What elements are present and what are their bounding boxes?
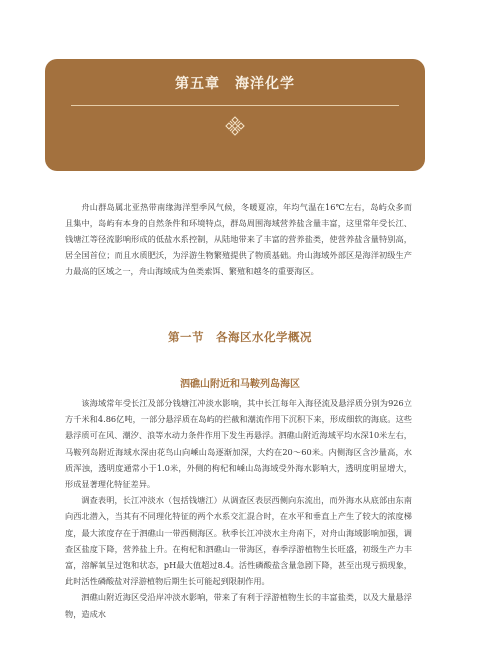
ornament-icon <box>225 116 245 136</box>
section-title: 第一节 各海区水化学概况 <box>168 330 312 344</box>
chapter-banner <box>45 59 425 171</box>
intro-paragraph: 舟山群岛属北亚热带南缘海洋型季风气候，冬暖夏凉，年均气温在16℃左右，岛屿众多而且集中，岛屿有本身的自然条件和环境特点，群岛周围海域营养盐含量丰富，这里常年受长江、钱塘江等径流影响形成的低盐水系控制，从陆地带来了丰富的营养盐类，使营养盐含量特别高，居全国首位；而且水质肥沃，为浮游生物繁殖提供了物质基础。舟山海域外部区是海洋初级生产力最高的区域之一，舟山海域成为鱼类索饵、繁殖和越冬的重要海区。 <box>65 202 412 276</box>
chapter-title: 第五章 海洋化学 <box>175 76 295 92</box>
paragraph: 调查表明，长江冲淡水（包括钱塘江）从调查区表层西侧向东流出，而外海水从底部由东南向西北潜入，当其有不同理化特征的两个水系交汇混合时，在水平和垂直上产生了较大的浓度梯度，最大浓度存在于泗礁山一带西侧海区。秋季长江冲淡水主舟南下，对舟山海域影响加强，调查区盐度下降，营养盐上升。在枸杞和泗礁山一带海区，春季浮游植物生长旺盛，初级生产力丰富，溶解氧呈过饱和状态，pH最大值超过8.4。活性磷酸盐含量急剧下降，甚至出现亏损现象，此时活性磷酸盐对浮游植物后期生长可能起到限制作用。 <box>65 495 412 587</box>
paragraph: 该海域常年受长江及部分钱塘江冲淡水影响，其中长江每年入海径流及悬浮质分别为926立方千米和4.86亿吨，一部分悬浮质在岛屿的拦截和潮流作用下沉积下来，形成细软的海底。这些悬浮质可在风、潮汐、浪等水动力条件作用下发生再悬浮。泗礁山附近海域平均水深10米左右，马鞍列岛附近海域水深由花鸟山向嵊山岛逐渐加深，大约在20～60米。内侧海区含沙量高，水质浑浊，透明度通常小于1.0米，外侧的枸杞和嵊山岛海域受外海水影响大，透明度明显增大，形成显著理化特征差异。 <box>65 398 412 490</box>
body-text <box>65 395 412 622</box>
paragraph: 泗礁山附近海区受沿岸冲淡水影响，带来了有利于浮游植物生长的丰富盐类，以及大量悬浮物，造成水 <box>65 592 412 619</box>
banner-divider <box>71 105 399 106</box>
subsection-title: 泗礁山附近和马鞍列岛海区 <box>180 379 300 390</box>
